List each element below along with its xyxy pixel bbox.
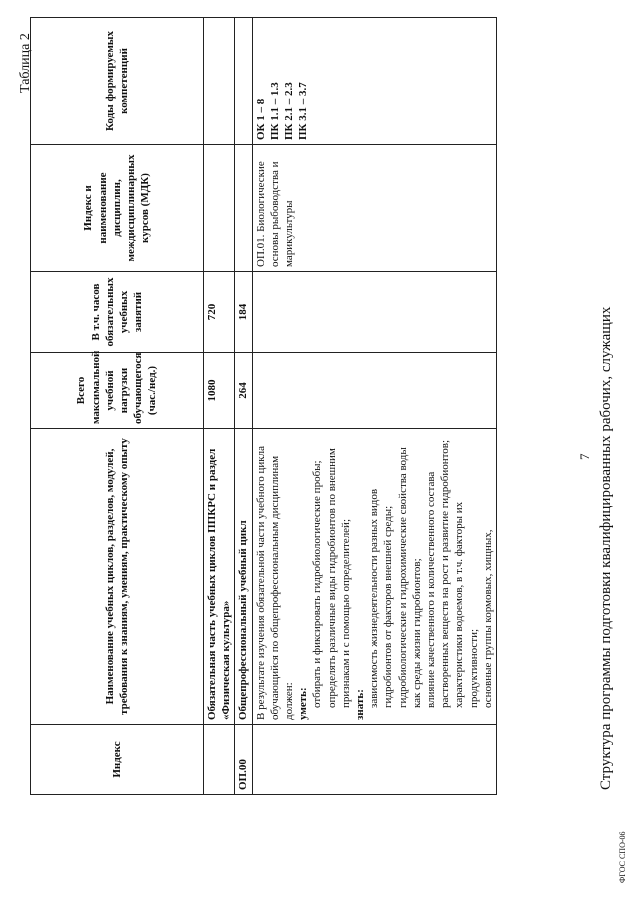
table-row-general-cycle: [235, 18, 252, 795]
header-total: Всего максимальной учебной нагрузки обучающегося (час./нед.): [31, 353, 204, 429]
knowledge-item: влияние качественного и количественного состава растворенных веществ на рост и развитие гидробионтов;: [425, 439, 452, 708]
general-cycle-total: 264: [235, 353, 252, 429]
op01-competences: [252, 18, 496, 145]
table-caption: Таблица 2: [18, 33, 33, 93]
op01-requirements: [252, 429, 496, 725]
general-cycle-name: Общепрофессиональный учебный цикл: [235, 429, 252, 725]
skill-item: отбирать и фиксировать гидробиологические пробы;: [311, 460, 324, 708]
general-cycle-index: ОП.00: [235, 725, 252, 795]
knowledge-item: зависимость жизнедеятельности разных видов гидробионтов от факторов внешней среды;: [368, 488, 395, 708]
header-discipline: Индекс и наименование дисциплин, междисциплинарных курсов (МДК): [31, 145, 204, 272]
footer-code: ФГОС СПО-06: [618, 831, 627, 883]
mandatory-part-mandatory: 720: [204, 272, 235, 353]
table-header-row: [31, 18, 204, 795]
page-number: 7: [577, 453, 592, 460]
general-cycle-mandatory: 184: [235, 272, 252, 353]
op01-intro: В результате изучения обязательной части учебного цикла обучающийся по общепрофессиональным дисциплинам должен:: [254, 446, 296, 720]
knowledge-label: знать:: [354, 689, 367, 720]
header-competences: Коды формируемых компетенций: [31, 18, 204, 145]
table-row-op01: [252, 18, 496, 795]
header-mandatory: В т.ч. часов обязательных учебных занятий: [31, 272, 204, 353]
competence-code: ПК 3.1 – 3.7: [297, 82, 310, 140]
header-index: Индекс: [31, 725, 204, 795]
knowledge-item: гидробиологические и гидрохимические свойства воды как среды жизни гидробионтов;: [396, 447, 423, 708]
op01-discipline: ОП.01. Биологические основы рыбоводства и марикультуры: [252, 145, 496, 272]
skill-item: определять различные виды гидробионтов по внешним признакам и с помощью определителей;: [325, 448, 352, 708]
competence-code: ПК 1.1 – 1.3: [268, 82, 281, 140]
header-name: Наименование учебных циклов, разделов, модулей, требования к знаниям, умениям, практическому опыту: [31, 429, 204, 725]
mandatory-part-total: 1080: [204, 353, 235, 429]
knowledge-item: характеристики водоемов, в т.ч. факторы их продуктивности;: [453, 501, 480, 708]
page-heading: Структура программы подготовки квалифицированных рабочих, служащих: [598, 306, 614, 790]
table-row-mandatory-part: [204, 18, 235, 795]
knowledge-item: основные группы кормовых, хищных,: [481, 529, 494, 708]
skills-label: уметь:: [297, 687, 310, 720]
mandatory-part-name: Обязательная часть учебных циклов ППКРС и раздел «Физическая культура»: [204, 429, 235, 725]
structure-table: [30, 17, 497, 795]
competence-code: ОК 1 – 8: [254, 98, 267, 140]
competence-code: ПК 2.1 – 2.3: [283, 82, 296, 140]
